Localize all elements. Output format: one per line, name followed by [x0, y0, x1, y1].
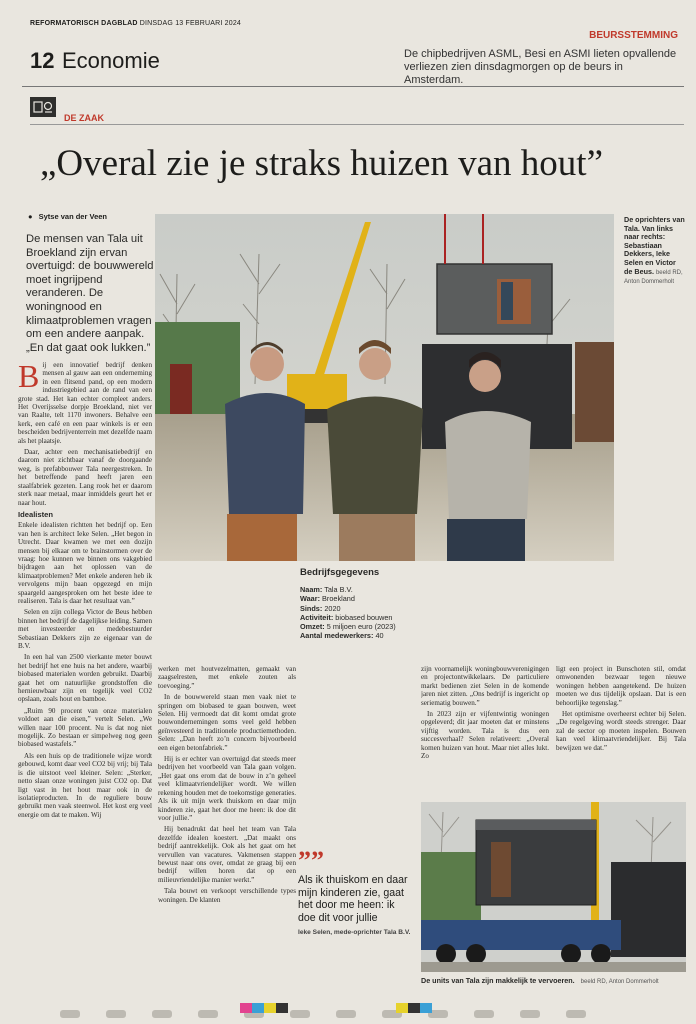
fact-row: [300, 604, 412, 613]
issue-date: DINSDAG 13 FEBRUARI 2024: [139, 20, 242, 27]
fact-key: Waar:: [300, 594, 321, 604]
color-calibration-bar-2: [396, 998, 456, 1017]
masthead-rule: [22, 86, 684, 87]
rubric-logo-icon: [30, 97, 56, 117]
fact-box: [300, 568, 412, 640]
byline-bullet-icon: ●: [28, 212, 33, 221]
col3-paragraph-2: In 2023 zijn er vijfentwintig woningen opgeleverd; dit jaar moeten dat er minstens vijftig worden. Tala is dus een succesverhaal? Selen relativeert: „Overal komen huizen van hout. Maar niet alles lukt. Zo: [421, 710, 549, 761]
col1-paragraph-1: [18, 361, 152, 445]
photo-top-caption: [624, 216, 686, 287]
fact-row: [300, 613, 412, 622]
fact-value: 40: [375, 631, 384, 641]
fact-row: [300, 622, 412, 631]
headline: „Overal zie je straks huizen van hout”: [40, 143, 603, 184]
section-title: Economie: [62, 48, 160, 73]
photo-bottom-caption-text: De units van Tala zijn makkelijk te vervoeren.: [421, 976, 575, 985]
transport-photo: [421, 802, 686, 972]
drop-cap: B: [18, 361, 40, 394]
fact-box-rows: [300, 585, 412, 640]
photo-bottom-caption: [421, 976, 686, 985]
fact-key: Activiteit:: [300, 612, 334, 622]
photo-top-caption-text: De oprichters van Tala. Van links naar rechts: Sebastiaan Dekkers, Ieke Selen en Victor de Beus.: [624, 215, 685, 276]
fact-key: Sinds:: [300, 603, 323, 613]
col1-paragraph-2: Daar, achter een mechanisatiebedrijf en daarom niet zichtbaar vanaf de doorgaande weg, is prefabbouwer Tala neergestreken. In het betreffende pand heeft jaren een staalfabriek gezeten. Lang rook het er daarom sterk naar metaal, maar inmiddels geurt het er naar hout.: [18, 448, 152, 507]
masthead-line: [30, 20, 241, 27]
fact-value: 2020: [324, 603, 341, 613]
col4-paragraph-2: Het optimisme overheerst echter bij Selen. „De regelgeving wordt steeds strenger. Daar zal de sector op moeten inspelen. Bouwen kan veel klimaatvriendelijker. Bij Tala bewijzen we dat.”: [556, 710, 686, 752]
col1-paragraph-3: Enkele idealisten richtten het bedrijf op. Een van hen is architect Ieke Selen. „Het begon in Utrecht. Daar kwamen we met een dozijn mensen bij elkaar om te brainstormen over de vraag: hoe kunnen we binnen ons vakgebied bijdragen aan het oplossen van de klimaatproblemen? Met enkele anderen heb ik vervolgens mijn baan opgezegd en mijn spaargeld aangesproken om het beste idee te realiseren. Tala is daar het resultaat van.”: [18, 521, 152, 605]
paper-name: REFORMATORISCH DAGBLAD: [30, 20, 138, 27]
col2-paragraph-1: werken met houtvezelmatten, gemaakt van zaagselresten, met enkele zouten als toevoeging.”: [158, 665, 296, 690]
col1-paragraph-4: Selen en zijn collega Victor de Beus hebben binnen het bedrijf de dagelijkse leiding. Samen met investeerder en medebestuurder Sebastiaan Dekkers zijn ze eigenaar van de B.V.: [18, 608, 152, 650]
article-column-3: [421, 665, 549, 790]
fact-value: 5 miljoen euro (2023): [326, 622, 396, 632]
byline-author: Sytse van der Veen: [38, 212, 107, 221]
col3-paragraph-1: zijn voornamelijk woningbouwverenigingen en projectontwikkelaars. De particuliere markt bedienen ziet Selen in de komende jaren niet zitten. „Ons bedrijf is ingericht op seriematig bouwen.”: [421, 665, 549, 707]
pull-quote: [298, 846, 412, 937]
col4-paragraph-1: ligt een project in Bunschoten stil, omdat omwonenden bezwaar tegen nieuwe woningen hebben aangetekend. De huizen moeten we dus tijdelijk opslaan. Dat is een behoorlijke tegenslag.”: [556, 665, 686, 707]
fact-row: [300, 594, 412, 603]
quote-mark-icon: ””: [298, 846, 324, 875]
fact-key: Aantal medewerkers:: [300, 631, 374, 641]
col1-paragraph-5: In een hal van 2500 vierkante meter bouwt het bedrijf het ene huis na het andere, waarbij biobased materialen worden gebruikt. Daarbij gaat het om natuurlijke grondstoffen die hernieuwbaar zijn en tegelijk veel CO2 opslaan, zoals hout en bamboe.: [18, 653, 152, 704]
article-column-1: [18, 361, 152, 1001]
col1-paragraph-7: Als een huis op de traditionele wijze wordt gebouwd, komt daar veel CO2 bij vrij; bij Tala is die uitstoot veel kleiner. Selen: „Sterker, netto slaan onze woningen juist CO2 op. Dat ligt vast in het hout maar ook in de isolatieproducten. In de reguliere bouw gebruikt men vaak steenwol. Het kost erg veel energie om dat te maken. Wij: [18, 751, 152, 819]
founders-photo: [155, 214, 614, 561]
col2-paragraph-3: Hij is er echter van overtuigd dat steeds meer bedrijven het voorbeeld van Tala gaan volgen. „Het gaat ons erom dat de bouw in z’n geheel veel klimaatvriendelijker wordt. We willen rekening houden met de toekomstige generaties. Als ik uit mijn werk thuiskom en daar mijn kinderen zie, gaat het door me heen: ik doe dit voor jullie.”: [158, 755, 296, 822]
fact-key: Omzet:: [300, 622, 325, 632]
byline: [28, 212, 107, 221]
photo-bottom-caption-credit: beeld RD, Anton Dommerholt: [580, 979, 659, 985]
col2-paragraph-5: Tala bouwt en verkoopt verschillende types woningen. De klanten: [158, 887, 296, 904]
col2-paragraph-2: In de bouwwereld staan men vaak niet te springen om biobased te gaan bouwen, weet Selen. Hij vermoedt dat dit komt omdat grote bouwondernemingen soms veel geld hebben geïnvesteerd in traditionele productiemethoden. Selen: „Dan heeft zo’n concern bijvoorbeeld een eigen betonfabriek.”: [158, 693, 296, 752]
fact-value: Tala B.V.: [324, 585, 353, 595]
fact-value: biobased bouwen: [335, 612, 393, 622]
fact-row: [300, 585, 412, 594]
rubric-rule: [30, 124, 684, 125]
quote-text: Als ik thuiskom en daar mijn kinderen zie, gaat het door me heen: ik doe dit voor jullie: [298, 874, 408, 924]
article-column-2: [158, 665, 296, 995]
color-calibration-bar: [240, 998, 340, 1017]
article-column-4: [556, 665, 686, 790]
page-number: 12: [30, 48, 55, 73]
beursstemming-label: BEURSSTEMMING: [589, 30, 678, 41]
fact-row: [300, 631, 412, 640]
col2-paragraph-4: Hij benadrukt dat heel het team van Tala dezelfde idealen koestert. „Dat maakt ons bedrijf aantrekkelijk. Ook als het gaat om het vervullen van vacatures. Vakmensen stappen bewust naar ons over, omdat ze graag bij een bedrijf willen horen dat op een milieuvriendelijke manier werkt.”: [158, 825, 296, 884]
col1-paragraph-6: „Ruim 90 procent van onze materialen voldoet aan die eisen,” vertelt Selen. „We willen naar 100 procent. Nu is dat nog niet mogelijk. Zo bestaan er simpelweg nog geen biobased wastafels.”: [18, 706, 152, 749]
fact-value: Broekland: [322, 594, 355, 604]
article-intro: De mensen van Tala uit Broekland zijn ervan overtuigd: de bouwwereld moet ingrijpend veranderen. De woningnood en klimaatproblemen vragen om een andere aanpak. „En dat gaat ook lukken.”: [26, 233, 154, 354]
beursstemming-text: De chipbedrijven ASML, Besi en ASMI lieten opvallende verliezen zien dinsdagmorgen op de beurs in Amsterdam.: [404, 48, 677, 86]
fact-box-title: Bedrijfsgegevens: [300, 567, 380, 578]
rubric-label: DE ZAAK: [64, 113, 104, 123]
photo-top-caption-credit: beeld RD, Anton Dommerholt: [624, 269, 683, 286]
subheading-idealisten: Idealisten: [18, 509, 54, 519]
fact-key: Naam:: [300, 585, 323, 595]
col1-paragraph-1-text: ij een innovatief bedrijf denken mensen al gauw aan een onderneming in een flitsend pand, op een modern industriegebied aan de rand van een grote stad. Het kan echter compleet anders. Het Overijsselse dorpje Broekland, niet ver van Raalte, telt 1170 inwoners. Behalve een kerk, een café en een paar winkels is er een bescheiden bedrijventerrein met dezelfde naam als het plaatsje.: [18, 361, 152, 445]
quote-attribution: Ieke Selen, mede-oprichter Tala B.V.: [298, 929, 411, 937]
